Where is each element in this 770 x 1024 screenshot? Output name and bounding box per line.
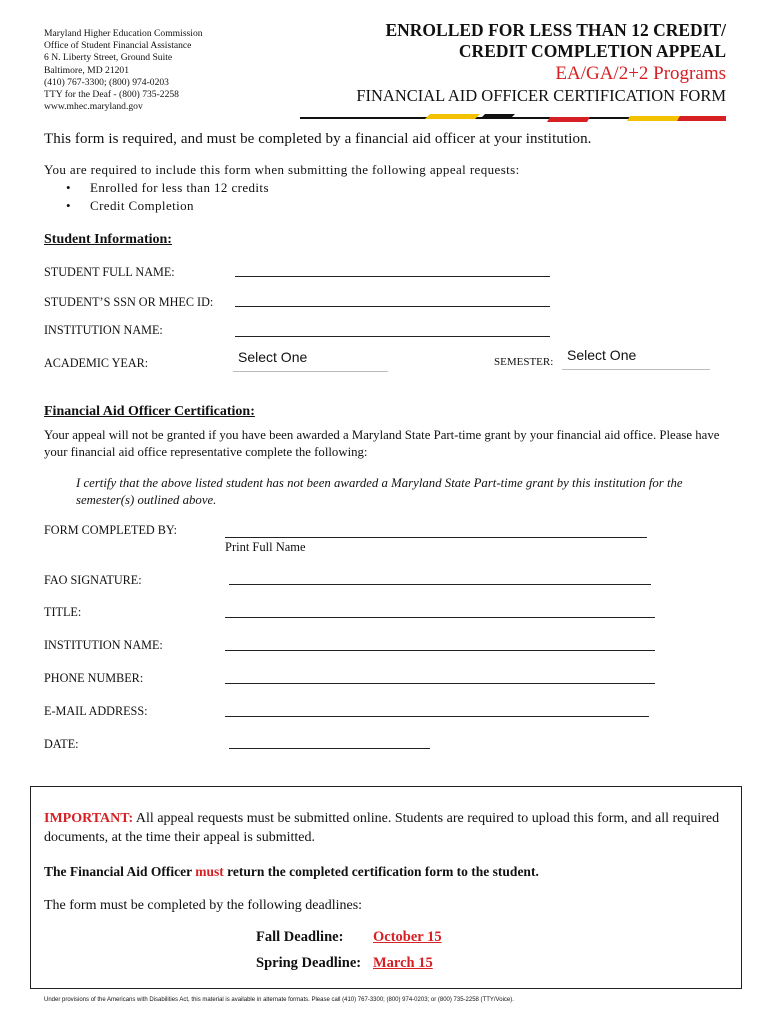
spring-deadline-label: Spring Deadline:	[256, 955, 362, 971]
bullet-item: • Enrolled for less than 12 credits	[66, 180, 269, 195]
fao-institution-label: INSTITUTION NAME:	[44, 638, 163, 652]
title-field[interactable]	[225, 617, 655, 618]
phone-field[interactable]	[225, 683, 655, 684]
semester-label: SEMESTER:	[494, 356, 554, 368]
academic-year-select[interactable]	[233, 348, 388, 372]
academic-year-label: ACADEMIC YEAR:	[44, 356, 149, 370]
address-line: (410) 767-3300; (800) 974-0203	[44, 76, 169, 88]
student-name-label: STUDENT FULL NAME:	[44, 265, 175, 279]
institution-name-label: INSTITUTION NAME:	[44, 323, 163, 337]
form-title-line2: CREDIT COMPLETION APPEAL	[458, 41, 726, 61]
email-field[interactable]	[225, 716, 649, 717]
student-info-heading: Student Information:	[44, 232, 172, 247]
bullet-text: Credit Completion	[90, 198, 194, 213]
return-must: must	[195, 864, 224, 879]
student-name-field[interactable]	[235, 276, 550, 277]
semester-select[interactable]	[562, 346, 710, 370]
fao-instructions: Your appeal will not be granted if you have been awarded a Maryland State Part-time grant by your financial aid office. Please have your financial aid office representative complete the following:	[44, 428, 720, 459]
date-label: DATE:	[44, 737, 79, 751]
commission-address	[44, 28, 203, 113]
address-line: Office of Student Financial Assistance	[44, 40, 192, 52]
ada-footer-note: Under provisions of the Americans with Disabilities Act, this material is available in alternate formats. Please call (410) 767-3300; (800) 974-0203; or (800) 735-2258 (TTY/Voice).	[44, 997, 514, 1003]
completed-by-field[interactable]	[225, 537, 647, 538]
email-label: E-MAIL ADDRESS:	[44, 704, 148, 718]
form-name: FINANCIAL AID OFFICER CERTIFICATION FORM	[356, 86, 726, 105]
phone-label: PHONE NUMBER:	[44, 671, 144, 685]
title-label: TITLE:	[44, 605, 82, 619]
student-ssn-field[interactable]	[235, 306, 550, 307]
fall-deadline-label: Fall Deadline:	[256, 929, 344, 945]
maryland-flag-stripe	[300, 114, 726, 122]
return-text-post: return the completed certification form to the student.	[223, 864, 539, 879]
important-text: All appeal requests must be submitted online. Students are required to upload this form, and all required documents, at the time their appeal is submitted.	[44, 811, 720, 845]
academic-year-value: Select One	[238, 349, 308, 365]
return-instruction	[44, 864, 539, 880]
date-field[interactable]	[229, 748, 430, 749]
print-full-name-caption: Print Full Name	[225, 540, 306, 554]
fao-signature-label: FAO SIGNATURE:	[44, 573, 142, 587]
address-line: TTY for the Deaf - (800) 735-2258	[44, 89, 179, 101]
fall-deadline-value: October 15	[373, 929, 442, 945]
address-line: 6 N. Liberty Street, Ground Suite	[44, 52, 173, 64]
bullet-text: Enrolled for less than 12 credits	[90, 180, 269, 195]
required-notice: This form is required, and must be completed by a financial aid officer at your institution.	[44, 131, 592, 147]
student-ssn-label: STUDENT’S SSN OR MHEC ID:	[44, 295, 214, 309]
address-line: Maryland Higher Education Commission	[44, 28, 203, 39]
spring-deadline-value: March 15	[373, 955, 433, 971]
fao-institution-field[interactable]	[225, 650, 655, 651]
include-instructions: You are required to include this form when submitting the following appeal requests:	[44, 162, 520, 177]
return-text-pre: The Financial Aid Officer	[44, 864, 196, 879]
deadline-intro: The form must be completed by the following deadlines:	[44, 898, 363, 913]
completed-by-label: FORM COMPLETED BY:	[44, 523, 177, 537]
program-subtitle: EA/GA/2+2 Programs	[555, 63, 726, 84]
address-line: Baltimore, MD 21201	[44, 64, 130, 76]
website-link[interactable]: www.mhec.maryland.gov	[44, 101, 143, 113]
bullet-item: • Credit Completion	[66, 198, 194, 213]
institution-name-field[interactable]	[235, 336, 550, 337]
important-label: IMPORTANT:	[44, 811, 134, 826]
fao-certification-heading: Financial Aid Officer Certification:	[44, 404, 255, 419]
fao-signature-field[interactable]	[229, 584, 651, 585]
form-title-line1: ENROLLED FOR LESS THAN 12 CREDIT/	[385, 20, 726, 40]
important-notice	[44, 809, 734, 847]
certification-statement: I certify that the above listed student has not been awarded a Maryland State Part-time grant by this institution for the semester(s) outlined above.	[76, 476, 683, 507]
semester-value: Select One	[567, 347, 637, 363]
